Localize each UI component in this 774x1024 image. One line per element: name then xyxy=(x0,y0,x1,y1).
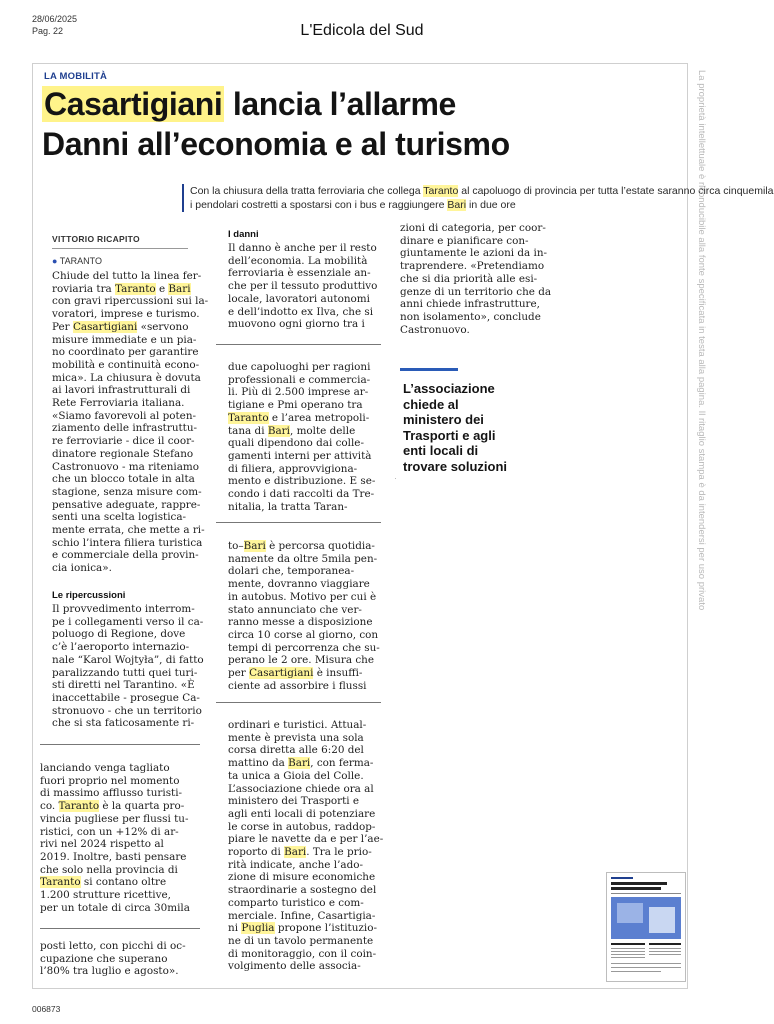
text-segment: zione di misure economiche xyxy=(228,871,376,884)
text-line xyxy=(52,359,202,372)
highlighted-term: Bari xyxy=(447,199,467,211)
text-line xyxy=(400,260,560,273)
subhead-ripercussioni: Le ripercussioni xyxy=(52,590,126,601)
document-code: 006873 xyxy=(32,1004,61,1014)
text-segment: perano le 2 ore. Misura che xyxy=(228,654,374,667)
text-line xyxy=(228,732,378,745)
text-segment: per xyxy=(228,667,250,680)
text-segment: volgimento delle associa- xyxy=(228,960,361,973)
text-line xyxy=(52,549,202,562)
column-3-part-1 xyxy=(400,222,560,336)
text-line xyxy=(52,283,202,296)
text-segment: ministero dei Trasporti e xyxy=(228,795,360,808)
text-line xyxy=(228,871,378,884)
text-segment: voratori, imprese e turismo. xyxy=(52,308,200,321)
text-line xyxy=(52,410,202,423)
text-line xyxy=(228,450,378,463)
text-line xyxy=(228,808,378,821)
text-segment: merciale. Infine, Casartigia- xyxy=(228,909,376,922)
text-line xyxy=(400,222,560,235)
column-1-part-3 xyxy=(40,762,200,914)
text-line xyxy=(40,838,200,851)
text-segment: rivi nel 2024 rispetto al xyxy=(40,838,164,851)
text-segment: posti letto, con picchi di oc- xyxy=(40,940,186,952)
highlighted-term: Casartigiani xyxy=(249,667,314,680)
location-pin-icon: ● xyxy=(52,256,58,266)
text-line xyxy=(52,321,202,334)
text-line xyxy=(52,537,202,550)
text-segment: dell’economia. La mobilità xyxy=(228,254,368,267)
text-line xyxy=(52,372,202,385)
text-line xyxy=(40,851,200,864)
text-line xyxy=(40,940,200,953)
column-rule xyxy=(216,522,381,523)
text-segment: tana di xyxy=(228,424,268,437)
text-line xyxy=(228,833,384,846)
text-line xyxy=(228,578,378,591)
page-date: 28/06/2025 xyxy=(32,14,78,24)
text-segment: roviaria tra xyxy=(52,282,116,295)
text-segment: Chiude del tutto la linea fer- xyxy=(52,270,202,282)
text-segment: che per il tessuto produttivo xyxy=(228,280,378,293)
text-line xyxy=(40,775,200,788)
text-segment: dolari che, temporanea- xyxy=(228,565,355,578)
highlighted-term: Puglia xyxy=(241,922,275,935)
text-line xyxy=(228,757,378,770)
text-line xyxy=(52,616,202,629)
column-1-part-1 xyxy=(52,270,209,575)
text-segment: ordinari e turistici. Attual- xyxy=(228,719,367,731)
text-line xyxy=(228,540,378,553)
text-segment: rità indicate, anche l’ado- xyxy=(228,858,363,871)
text-segment: Con la chiusura della tratta ferroviaria che collega xyxy=(190,185,424,197)
text-segment: , con ferma- xyxy=(310,757,374,770)
text-line xyxy=(52,717,202,730)
text-segment: locale, lavoratori autonomi xyxy=(228,292,370,305)
text-line xyxy=(228,425,378,438)
text-segment: di filiera, approvvigiona- xyxy=(228,462,358,475)
text-line xyxy=(400,273,560,286)
text-line xyxy=(228,565,378,578)
text-segment: Castronuovo - ma riteniamo xyxy=(52,460,200,473)
text-line xyxy=(52,308,202,321)
text-line xyxy=(228,922,378,935)
text-segment: è percorsa quotidia- xyxy=(265,540,375,552)
text-segment: e xyxy=(155,282,169,295)
text-segment: e l’area metropoli- xyxy=(268,411,370,424)
text-line xyxy=(52,641,202,654)
text-line xyxy=(228,897,378,910)
text-segment: . Tra le prio- xyxy=(306,846,372,859)
text-segment: che si sta faticosamente ri- xyxy=(52,717,195,730)
text-segment: in autobus. Motivo per cui è xyxy=(228,590,377,603)
text-segment: mento e distribuzione. E se- xyxy=(228,475,376,488)
copyright-note: La proprietà intellettuale è riconducibile alla fonte specificata in testa alla pagina. Il ritaglio stampa è da intendersi per uso privato xyxy=(696,70,707,611)
text-segment: mente, dovranno viaggiare xyxy=(228,578,370,591)
text-segment: anni chiede infrastrutture, xyxy=(400,298,540,311)
text-line xyxy=(400,286,560,299)
text-line xyxy=(228,488,378,501)
text-line xyxy=(52,692,202,705)
text-segment: mattino da xyxy=(228,757,289,770)
text-segment: agli enti locali di potenziare xyxy=(228,807,376,820)
text-line xyxy=(228,960,378,973)
text-segment: ta unica a Gioia del Colle. xyxy=(228,769,364,782)
text-line xyxy=(40,864,200,877)
text-segment: che un blocco totale in alta xyxy=(52,473,195,486)
text-segment: le corse in autobus, raddop- xyxy=(228,820,376,833)
text-segment: non isolamento», conclude xyxy=(400,310,541,323)
text-line xyxy=(52,562,202,575)
text-segment: cia ionica». xyxy=(52,562,112,575)
text-line xyxy=(228,783,378,796)
text-line xyxy=(52,524,205,537)
text-segment: traprendere. «Pretendiamo xyxy=(400,260,545,273)
text-segment: stronuovo - che un territorio xyxy=(52,704,202,717)
text-segment: tempi di percorrenza che su- xyxy=(228,641,380,654)
highlighted-term: Taranto xyxy=(228,411,269,424)
text-segment: stato annunciato che ver- xyxy=(228,603,362,616)
column-rule xyxy=(40,744,200,745)
highlighted-term: Bari xyxy=(243,540,266,552)
text-line xyxy=(228,616,378,629)
text-line xyxy=(228,935,378,948)
highlighted-term: Bari xyxy=(267,424,290,437)
highlighted-term: Bari xyxy=(168,282,191,295)
text-line xyxy=(40,826,200,839)
text-line xyxy=(52,270,202,283)
text-line xyxy=(228,242,378,255)
text-segment: mente è prevista una sola xyxy=(228,731,364,744)
page-number: Pag. 22 xyxy=(32,26,64,36)
highlighted-term: Taranto xyxy=(115,282,156,295)
text-line xyxy=(228,629,378,642)
text-segment: giuntamente le azioni da in- xyxy=(400,247,548,260)
text-segment: è insuffi- xyxy=(313,667,363,680)
text-line xyxy=(40,965,200,978)
text-segment: pe i collegamenti verso il ca- xyxy=(52,615,204,628)
text-line xyxy=(52,679,202,692)
text-segment: sti diretti nel Tarantino. «È xyxy=(52,679,195,692)
text-line xyxy=(52,511,202,524)
text-segment: propone l’istituzio- xyxy=(274,922,377,935)
text-line xyxy=(228,604,378,617)
highlighted-term: Taranto xyxy=(423,185,459,197)
text-segment: paralizzando tutti quei turi- xyxy=(52,666,198,679)
text-segment: è la quarta pro- xyxy=(99,800,185,813)
byline-rule xyxy=(52,248,188,249)
highlighted-term: Bari xyxy=(284,846,307,859)
text-line xyxy=(228,744,378,757)
text-line xyxy=(228,361,378,374)
text-segment: no coordinato per garantire xyxy=(52,346,199,359)
text-segment: nale “Karol Wojtyła”, di fatto xyxy=(52,653,204,666)
text-line xyxy=(400,235,560,248)
text-line xyxy=(52,334,202,347)
text-line xyxy=(228,680,378,693)
text-segment: che solo nella provincia di xyxy=(40,863,178,876)
headline-line-1-rest: lancia l’allarme xyxy=(224,86,456,122)
subhead-danni: I danni xyxy=(228,229,259,240)
text-line xyxy=(40,953,200,966)
column-1-part-2 xyxy=(52,603,202,730)
text-line xyxy=(228,948,378,961)
text-segment: comparto turistico e com- xyxy=(228,896,364,909)
text-line xyxy=(40,787,200,800)
text-line xyxy=(52,397,202,410)
pullquote-accent-bar xyxy=(400,368,458,371)
text-line xyxy=(228,412,378,425)
text-segment: ranno messe a disposizione xyxy=(228,616,373,629)
column-2-part-2 xyxy=(228,361,378,513)
text-segment: co. xyxy=(40,800,59,813)
text-line xyxy=(228,719,378,732)
column-2-part-4 xyxy=(228,719,384,973)
text-segment: che si dia priorità alle esi- xyxy=(400,272,538,285)
text-segment: Rete Ferroviaria italiana. xyxy=(52,397,185,410)
text-segment: «Siamo favorevoli al poten- xyxy=(52,409,197,422)
text-segment: L’associazione chiede ora al xyxy=(228,782,374,795)
text-segment: circa 10 corse al giorno, con xyxy=(228,628,379,641)
text-segment: Castronuovo. xyxy=(400,323,470,336)
text-segment: ciente ad assorbire i flussi xyxy=(228,679,367,692)
text-line xyxy=(52,705,202,718)
text-segment: mobilità e continuità econo- xyxy=(52,358,200,371)
text-line xyxy=(400,311,560,324)
text-line xyxy=(228,591,378,604)
column-rule xyxy=(40,928,200,929)
text-line xyxy=(52,473,202,486)
text-line xyxy=(228,553,378,566)
text-line xyxy=(40,762,200,775)
text-line xyxy=(52,295,209,308)
text-line xyxy=(228,501,378,514)
text-segment: gamenti interni per attività xyxy=(228,449,372,462)
pullquote: L’associazione chiede al ministero dei Trasporti e agli enti locali di trovare soluzioni xyxy=(403,381,508,474)
text-segment: di massimo afflusso turisti- xyxy=(40,787,183,800)
text-line xyxy=(228,910,378,923)
summary-line-1 xyxy=(190,184,774,198)
column-separator xyxy=(395,478,396,479)
text-line xyxy=(400,247,560,260)
text-segment: to– xyxy=(228,540,244,552)
headline-line-1 xyxy=(42,86,456,122)
page-thumbnail-image xyxy=(607,873,685,981)
text-segment: 1.200 strutture ricettive, xyxy=(40,889,171,902)
publication-title: L'Edicola del Sud xyxy=(300,22,424,39)
text-segment: ne di un tavolo permanente xyxy=(228,934,374,947)
text-segment: si contano oltre xyxy=(80,876,167,889)
text-line xyxy=(52,346,202,359)
text-segment: vincia pugliese per flussi tu- xyxy=(40,812,189,825)
text-line xyxy=(40,813,200,826)
text-line xyxy=(52,435,202,448)
text-segment: mica». La chiusura è dovuta xyxy=(52,371,201,384)
text-line xyxy=(52,667,202,680)
text-line xyxy=(228,884,378,897)
text-segment: fuori proprio nel momento xyxy=(40,774,180,787)
text-segment: , molte delle xyxy=(289,424,356,437)
highlighted-term: Casartigiani xyxy=(72,320,138,333)
text-segment: re ferroviarie - dice il coor- xyxy=(52,435,195,448)
text-segment: muovono ogni giorno tra i xyxy=(228,318,365,331)
text-segment: inaccettabile - prosegue Ca- xyxy=(52,691,200,704)
text-segment: dinare e pianificare con- xyxy=(400,234,529,247)
text-line xyxy=(40,876,200,889)
text-segment: e dell’indotto ex Ilva, che si xyxy=(228,305,374,318)
text-segment: quali dipendono dai colle- xyxy=(228,437,364,450)
text-segment: con gravi ripercussioni sui la- xyxy=(52,295,209,308)
text-segment: straordinarie a sostegno del xyxy=(228,884,377,897)
text-segment: dinatore regionale Stefano xyxy=(52,447,194,460)
text-segment: senti una scelta logistica- xyxy=(52,511,187,524)
text-line xyxy=(52,448,202,461)
text-segment: li. Più di 2.500 imprese ar- xyxy=(228,386,369,399)
text-segment: Per xyxy=(52,320,73,333)
page-thumbnail xyxy=(606,872,686,982)
text-segment: ni xyxy=(228,922,242,935)
text-line xyxy=(228,293,378,306)
text-line xyxy=(52,384,202,397)
dateline xyxy=(52,256,102,266)
text-line xyxy=(228,399,378,412)
highlighted-term: Taranto xyxy=(58,800,100,813)
text-line xyxy=(228,475,378,488)
headline-line-2: Danni all’economia e al turismo xyxy=(42,126,510,162)
text-segment: «servono xyxy=(137,320,189,333)
text-segment: l’80% tra luglio e agosto». xyxy=(40,965,179,978)
text-line xyxy=(52,603,202,616)
highlighted-term: Taranto xyxy=(40,876,81,889)
text-line xyxy=(52,654,202,667)
text-line xyxy=(52,628,202,641)
text-line xyxy=(52,461,202,474)
text-line xyxy=(228,795,378,808)
text-segment: namente da oltre 5mila pen- xyxy=(228,552,378,565)
summary-line-2 xyxy=(190,198,774,212)
text-line xyxy=(52,422,202,435)
text-segment: schio l’intera filiera turistica xyxy=(52,536,203,549)
byline: VITTORIO RICAPITO xyxy=(52,234,140,244)
text-segment: genze di un territorio che da xyxy=(400,285,552,298)
text-line xyxy=(52,486,202,499)
text-segment: di monitoraggio, con il coin- xyxy=(228,947,377,960)
section-kicker: LA MOBILITÀ xyxy=(44,71,108,82)
highlighted-term: Bari xyxy=(288,757,311,770)
text-segment: c’è l’aeroporto internazio- xyxy=(52,641,190,654)
text-segment: condo i dati raccolti da Tre- xyxy=(228,488,375,501)
text-segment: mente errata, che mette a ri- xyxy=(52,524,205,537)
text-line xyxy=(228,667,378,680)
text-line xyxy=(228,306,378,319)
column-rule xyxy=(216,344,381,345)
text-segment: e commerciale della provin- xyxy=(52,549,199,562)
text-segment: ristici, con un +12% di ar- xyxy=(40,825,179,838)
text-segment: in due ore xyxy=(466,199,516,211)
text-line xyxy=(400,324,560,337)
text-line xyxy=(228,280,378,293)
text-line xyxy=(228,770,378,783)
column-rule xyxy=(216,702,381,703)
text-segment: misure immediate e un pia- xyxy=(52,333,197,346)
text-line xyxy=(52,499,202,512)
text-segment: piare le navette da e per l’ae- xyxy=(228,833,384,846)
text-line xyxy=(400,298,560,311)
text-line xyxy=(40,800,200,813)
text-segment: al capoluogo di provincia per tutta l’estate saranno circa cinquemila xyxy=(458,185,774,197)
text-segment: pensative adeguate, rappre- xyxy=(52,498,201,511)
text-segment: i pendolari costretti a spostarsi con i bus e raggiungere xyxy=(190,199,448,211)
text-segment: zioni di categoria, per coor- xyxy=(400,222,546,234)
text-line xyxy=(40,889,200,902)
article-summary xyxy=(182,184,774,212)
text-segment: 2019. Inoltre, basti pensare xyxy=(40,850,187,863)
text-line xyxy=(40,902,200,915)
text-segment: per un totale di circa 30mila xyxy=(40,901,190,914)
text-segment: corsa diretta alle 6:20 del xyxy=(228,744,364,757)
text-line xyxy=(228,374,378,387)
text-segment: nitalia, la tratta Taran- xyxy=(228,500,348,513)
text-line xyxy=(228,846,378,859)
text-segment: ziamento delle infrastruttu- xyxy=(52,422,198,435)
text-segment: ai lavori infrastrutturali di xyxy=(52,384,191,397)
text-segment: cupazione che superano xyxy=(40,952,168,965)
text-line xyxy=(228,859,378,872)
column-1-part-4 xyxy=(40,940,200,978)
column-2-part-3 xyxy=(228,540,378,692)
text-segment: ferroviaria è essenziale an- xyxy=(228,267,371,280)
text-line xyxy=(228,267,378,280)
text-line xyxy=(228,654,378,667)
text-line xyxy=(228,255,378,268)
text-line xyxy=(228,437,378,450)
text-segment: poluogo di Regione, dove xyxy=(52,628,186,641)
text-line xyxy=(228,821,378,834)
dateline-location: TARANTO xyxy=(59,256,102,266)
text-line xyxy=(228,386,378,399)
column-2-part-1 xyxy=(228,242,378,331)
text-segment: stagione, senza misure com- xyxy=(52,485,202,498)
text-segment: Il provvedimento interrom- xyxy=(52,603,195,615)
text-segment: lanciando venga tagliato xyxy=(40,762,170,774)
text-line xyxy=(228,463,378,476)
headline-highlight: Casartigiani xyxy=(44,86,223,122)
text-segment: Il danno è anche per il resto xyxy=(228,242,377,254)
text-segment: professionali e commercia- xyxy=(228,373,371,386)
text-line xyxy=(228,642,378,655)
text-line xyxy=(228,318,378,331)
text-segment: due capoluoghi per ragioni xyxy=(228,361,371,373)
text-segment: tigiane e Pmi operano tra xyxy=(228,399,363,412)
text-segment: roporto di xyxy=(228,846,285,859)
